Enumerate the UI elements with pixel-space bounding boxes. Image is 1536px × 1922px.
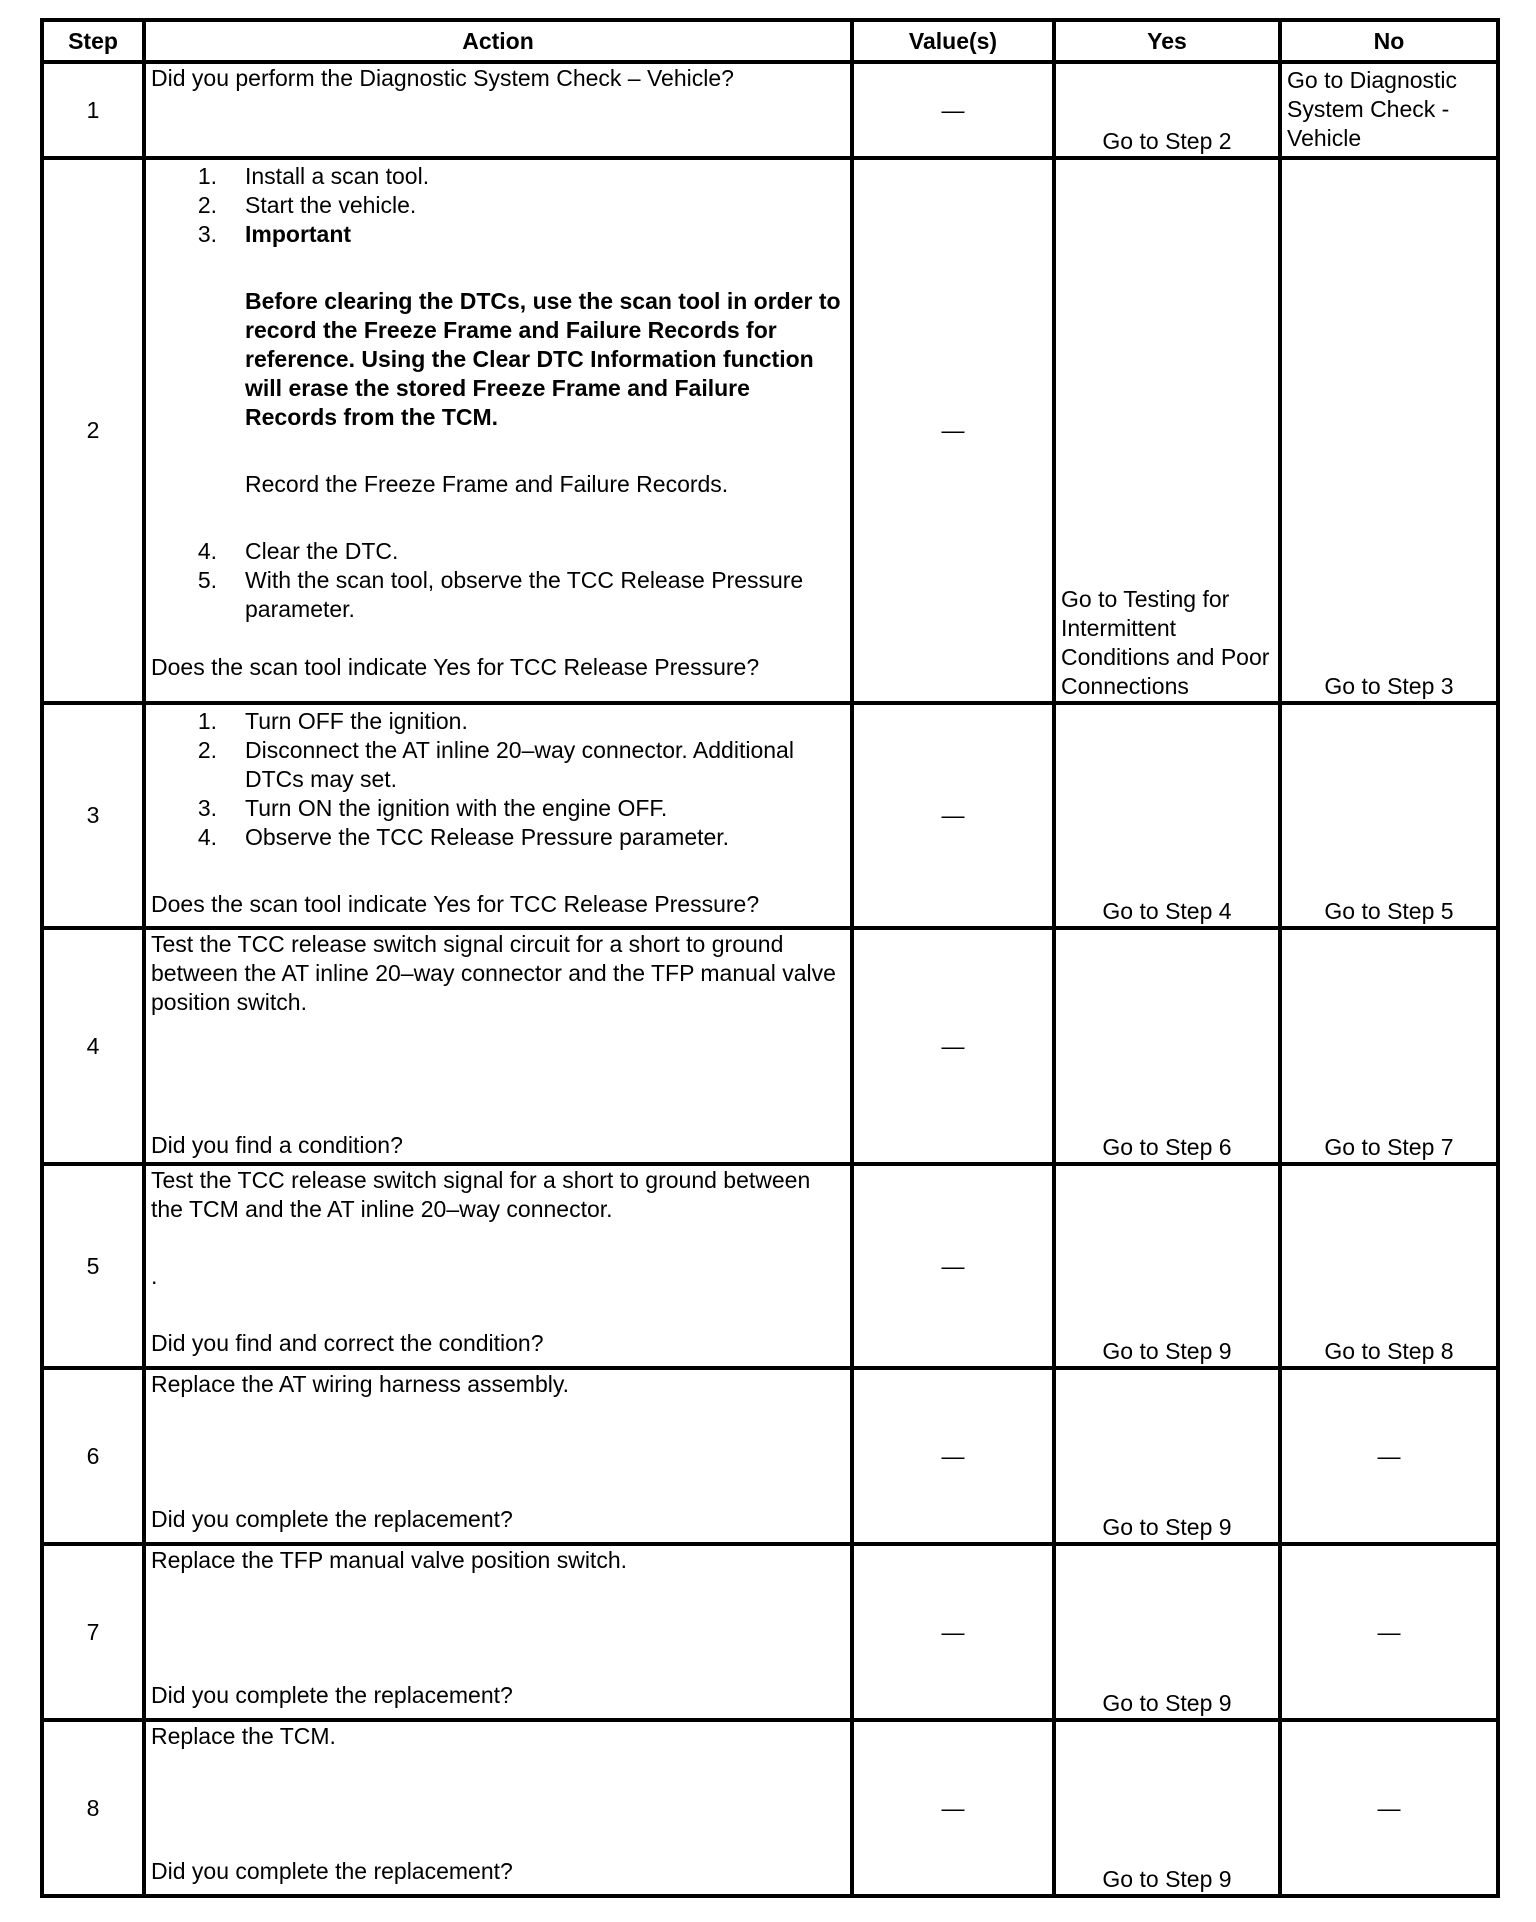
table-row xyxy=(42,1544,1498,1720)
question-text: Did you complete the replacement? xyxy=(151,1858,513,1884)
list-item: 3. Turn ON the ignition with the engine OFF. xyxy=(197,795,668,821)
action-cell xyxy=(144,1544,852,1720)
action-cell xyxy=(144,928,852,1164)
step-number: 3 xyxy=(42,703,144,928)
header-action: Action xyxy=(144,20,852,62)
question-text: Does the scan tool indicate Yes for TCC Release Pressure? xyxy=(151,891,760,917)
table-row xyxy=(42,158,1498,703)
step-number: 2 xyxy=(42,158,144,703)
action-text: Did you perform the Diagnostic System Check – Vehicle? xyxy=(151,65,734,91)
no-cell: Go to Step 3 xyxy=(1280,158,1498,703)
no-cell: Go to Step 7 xyxy=(1280,928,1498,1164)
table-row xyxy=(42,928,1498,1164)
question-text: Did you find a condition? xyxy=(151,1132,403,1158)
value-cell: — xyxy=(852,1368,1054,1544)
no-cell: — xyxy=(1280,1544,1498,1720)
action-cell xyxy=(144,703,852,928)
list-item: 2. Start the vehicle. xyxy=(197,192,417,218)
table-row xyxy=(42,1368,1498,1544)
value-cell: — xyxy=(852,62,1054,158)
value-cell: — xyxy=(852,928,1054,1164)
yes-cell: Go to Step 2 xyxy=(1054,62,1280,158)
step-number: 7 xyxy=(42,1544,144,1720)
action-text: Test the TCC release switch signal for a short to ground between the TCM and the AT inline 20–way connector. xyxy=(151,1167,811,1222)
step-number: 5 xyxy=(42,1164,144,1368)
diagnostic-table xyxy=(40,18,1500,1898)
header-values: Value(s) xyxy=(852,20,1054,62)
question-text: Did you complete the replacement? xyxy=(151,1682,513,1708)
yes-cell: Go to Step 9 xyxy=(1054,1544,1280,1720)
instruction-text: Record the Freeze Frame and Failure Records. xyxy=(245,471,729,497)
list-item: 1. Turn OFF the ignition. xyxy=(197,708,468,734)
no-cell: Go to Step 8 xyxy=(1280,1164,1498,1368)
action-cell xyxy=(144,1164,852,1368)
action-steps-list xyxy=(151,707,845,852)
yes-cell: Go to Testing for Intermittent Conditions and Poor Connections xyxy=(1054,158,1280,703)
header-step: Step xyxy=(42,20,144,62)
action-cell xyxy=(144,158,852,703)
yes-cell: Go to Step 9 xyxy=(1054,1720,1280,1896)
yes-cell: Go to Step 4 xyxy=(1054,703,1280,928)
important-label: Important xyxy=(245,221,352,247)
yes-cell: Go to Step 6 xyxy=(1054,928,1280,1164)
table-header-row xyxy=(42,20,1498,62)
no-cell: — xyxy=(1280,1368,1498,1544)
action-text: Replace the TCM. xyxy=(151,1723,336,1749)
step-number: 8 xyxy=(42,1720,144,1896)
value-cell: — xyxy=(852,1164,1054,1368)
action-steps-list xyxy=(151,162,845,249)
header-no: No xyxy=(1280,20,1498,62)
step-number: 4 xyxy=(42,928,144,1164)
table-row xyxy=(42,62,1498,158)
question-text: Does the scan tool indicate Yes for TCC Release Pressure? xyxy=(151,654,760,680)
step-number: 6 xyxy=(42,1368,144,1544)
action-cell xyxy=(144,62,852,158)
question-text: Did you complete the replacement? xyxy=(151,1506,513,1532)
action-cell xyxy=(144,1368,852,1544)
action-text: Replace the TFP manual valve position switch. xyxy=(151,1547,628,1573)
action-steps-list xyxy=(151,537,845,624)
list-item: 2. Disconnect the AT inline 20–way connector. Additional DTCs may set. xyxy=(197,737,794,792)
no-cell: Go to Step 5 xyxy=(1280,703,1498,928)
yes-cell: Go to Step 9 xyxy=(1054,1164,1280,1368)
list-item: 3. Important xyxy=(151,220,845,249)
list-item: 4. Clear the DTC. xyxy=(197,538,399,564)
step-number: 1 xyxy=(42,62,144,158)
value-cell: — xyxy=(852,1720,1054,1896)
dot-text: . xyxy=(151,1263,158,1289)
question-text: Did you find and correct the condition? xyxy=(151,1330,544,1356)
action-cell xyxy=(144,1720,852,1896)
value-cell: — xyxy=(852,703,1054,928)
important-notice: Before clearing the DTCs, use the scan tool in order to record the Freeze Frame and Failure Records for reference. Using the Clear DTC Information function will erase the stored Freeze Frame and Failure Records from the TCM. xyxy=(245,288,841,430)
no-cell: Go to Diagnostic System Check - Vehicle xyxy=(1280,62,1498,158)
list-item: 1. Install a scan tool. xyxy=(197,163,430,189)
action-text: Test the TCC release switch signal circuit for a short to ground between the AT inline 20–way connector and the TFP manual valve position switch. xyxy=(151,931,836,1015)
list-item: 4. Observe the TCC Release Pressure parameter. xyxy=(197,824,730,850)
header-yes: Yes xyxy=(1054,20,1280,62)
table-row xyxy=(42,1720,1498,1896)
table-row xyxy=(42,1164,1498,1368)
yes-cell: Go to Step 9 xyxy=(1054,1368,1280,1544)
value-cell: — xyxy=(852,158,1054,703)
action-text: Replace the AT wiring harness assembly. xyxy=(151,1371,570,1397)
table-row xyxy=(42,703,1498,928)
no-cell: — xyxy=(1280,1720,1498,1896)
value-cell: — xyxy=(852,1544,1054,1720)
list-item: 5. With the scan tool, observe the TCC Release Pressure parameter. xyxy=(197,567,804,622)
